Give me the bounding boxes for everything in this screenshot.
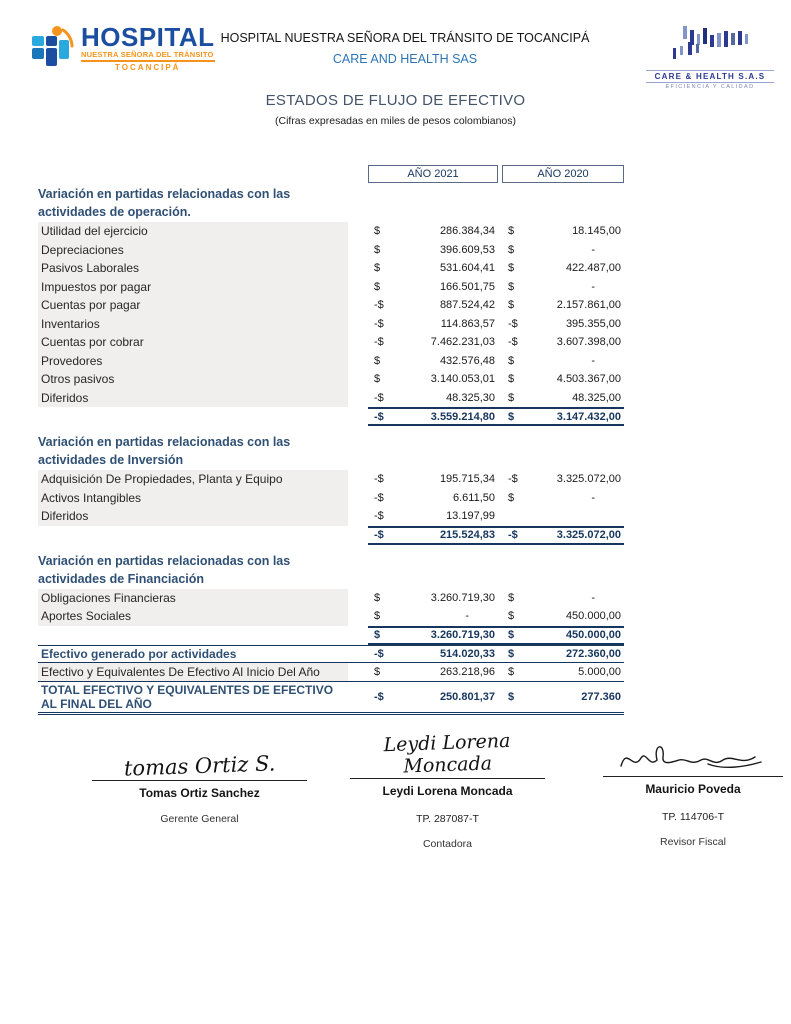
row-label: Pasivos Laborales [38,259,348,278]
currency-sign: $ [374,225,381,238]
amount-cell-2020 [502,470,624,489]
year-columns [368,165,624,183]
currency-sign: $ [508,280,515,293]
amount-value: 2.157.861,00 [556,299,621,312]
row-label: Provedores [38,352,348,371]
amount-value: 166.501,75 [439,280,495,293]
amount-columns [368,526,624,545]
currency-sign: -$ [374,473,384,486]
signature-line [603,776,783,777]
amount-value: 4.503.367,00 [556,373,621,386]
table-row [38,370,624,389]
currency-sign: $ [508,491,515,504]
section-total-row [38,526,624,545]
row-label [38,407,348,426]
header-spacer [38,165,348,183]
summary-row [38,663,624,682]
amount-value: - [591,591,595,604]
signer-name: Tomas Ortiz Sanchez [139,786,260,800]
amount-value: - [591,243,595,256]
entity-name: HOSPITAL NUESTRA SEÑORA DEL TRÁNSITO DE TOCANCIPÁ [220,31,590,45]
currency-sign: $ [508,629,515,641]
row-label: Otros pasivos [38,370,348,389]
amount-value: 887.524,42 [439,299,495,312]
table-header-row [38,165,624,183]
currency-sign: $ [374,629,381,641]
amount-cell-2020 [502,278,624,297]
amount-value: 195.715,34 [439,473,495,486]
table-row [38,296,624,315]
signature-script: Leydi Lorena Moncada [383,729,511,778]
care-health-tagline: EFICIENCIA Y CALIDAD [665,84,755,90]
amount-cell-2020 [502,352,624,371]
amount-cell-2021 [368,389,498,408]
amount-cell-2020 [502,507,624,526]
amount-columns [368,646,624,663]
signature-script: tomas Ortiz S. [123,751,276,781]
signer-role: Revisor Fiscal [660,836,726,848]
amount-cell-2020 [502,409,624,424]
amount-value: 286.384,34 [439,225,495,238]
amount-value: 3.147.432,00 [556,410,621,423]
signature-block-contadora [350,729,545,850]
amount-columns [368,222,624,241]
amount-columns [368,370,624,389]
amount-cell-2020 [502,389,624,408]
amount-cell-2021 [368,589,498,608]
amount-columns [368,241,624,260]
letterhead-title [180,31,630,66]
currency-sign: $ [508,610,515,623]
currency-sign: $ [508,690,515,703]
amount-value: 531.604,41 [439,262,495,275]
amount-cell-2021 [368,663,498,681]
amount-cell-2021 [368,409,498,424]
amount-cell-2021 [368,333,498,352]
currency-sign: $ [374,354,381,367]
table-row [38,222,624,241]
table-row [38,489,624,508]
currency-sign: $ [508,391,515,404]
row-label: Utilidad del ejercicio [38,222,348,241]
table-row [38,259,624,278]
amount-value: 48.325,30 [446,391,495,404]
currency-sign: $ [374,373,381,386]
amount-value: 514.020,33 [439,647,495,660]
signature-scribble [603,740,783,774]
hospital-logo-subtitle: NUESTRA SEÑORA DEL TRÁNSITO [81,50,215,62]
amount-cell-2021 [368,607,498,626]
amount-value: - [591,354,595,367]
currency-sign: $ [374,262,381,275]
amount-value: 395.355,00 [565,317,621,330]
amount-cell-2021 [368,278,498,297]
signer-role: Contadora [422,838,473,850]
amount-columns [368,589,624,608]
row-label: Inventarios [38,315,348,334]
amount-cell-2020 [502,241,624,260]
amount-value: 18.145,00 [572,225,621,238]
amount-value: 432.576,48 [439,354,495,367]
summary-row [38,645,624,664]
amount-value: 13.197,99 [446,510,495,523]
amount-columns [368,259,624,278]
row-label: Efectivo generado por actividades [41,646,237,661]
row-label [38,626,348,645]
amount-columns [368,626,624,645]
row-label: Activos Intangibles [38,489,348,508]
amount-cell-2020 [502,489,624,508]
amount-value: - [591,280,595,293]
amount-value: 250.801,37 [439,690,495,703]
amount-cell-2021 [368,259,498,278]
table-row [38,389,624,408]
amount-columns [368,489,624,508]
amount-cell-2020 [502,259,624,278]
amount-cell-2021 [368,370,498,389]
table-row [38,470,624,489]
amount-value: 6.611,50 [452,491,495,504]
entity-subname: CARE AND HEALTH SAS [332,52,478,66]
section-header: Variación en partidas relacionadas con las actividades de Inversión [38,435,291,467]
currency-sign: $ [508,243,515,256]
currency-sign: $ [374,591,381,604]
statement-body [38,185,624,715]
currency-sign: -$ [508,336,518,349]
amount-columns [368,682,624,712]
amount-cell-2021 [368,296,498,315]
col-header-2021: AÑO 2021 [368,165,498,183]
amount-cell-2021 [368,528,498,543]
section-total-row [38,407,624,426]
currency-sign: -$ [374,647,384,660]
currency-sign: -$ [508,529,518,541]
amount-value: 422.487,00 [565,262,621,275]
currency-sign: -$ [374,491,384,504]
row-label: Cuentas por cobrar [38,333,348,352]
currency-sign: $ [374,665,381,678]
amount-value: 272.360,00 [565,647,621,660]
amount-value: - [591,491,595,504]
amount-columns [368,278,624,297]
amount-cell-2021 [368,646,498,663]
signature-block-gerente [92,744,307,825]
row-label: Efectivo y Equivalentes De Efectivo Al Inicio Del Año [38,663,348,681]
amount-cell-2020 [502,315,624,334]
amount-cell-2021 [368,470,498,489]
amount-cell-2021 [368,507,498,526]
amount-value: 3.140.053,01 [430,373,495,386]
amount-value: 3.325.072,00 [556,473,621,486]
currency-sign: $ [508,647,515,660]
amount-value: 277.360 [581,690,621,703]
signer-tp: TP. 287087-T [416,813,479,825]
document-subtitle: (Cifras expresadas en miles de pesos colombianos) [274,115,517,127]
hospital-logo-icon [30,24,74,70]
amount-cell-2020 [502,528,624,543]
amount-cell-2020 [502,589,624,608]
amount-value: 3.559.214,80 [430,410,495,423]
table-row [38,315,624,334]
amount-columns [368,315,624,334]
amount-value: 3.607.398,00 [556,336,621,349]
signer-name: Leydi Lorena Moncada [382,784,513,798]
amount-columns [368,470,624,489]
currency-sign: $ [508,373,515,386]
amount-cell-2020 [502,646,624,663]
currency-sign: -$ [374,410,384,423]
currency-sign: -$ [508,317,518,330]
amount-value: 3.325.072,00 [556,529,621,541]
amount-columns [368,663,624,681]
currency-sign: $ [374,243,381,256]
row-label: Diferidos [38,389,348,408]
table-row [38,278,624,297]
amount-columns [368,296,624,315]
row-label: Diferidos [38,507,348,526]
currency-sign: $ [508,665,515,678]
row-label: Obligaciones Financieras [38,589,348,608]
care-health-logo [646,22,774,90]
amount-value: 450.000,00 [565,610,621,623]
amount-cell-2020 [502,628,624,643]
currency-sign: $ [508,410,515,423]
amount-cell-2021 [368,241,498,260]
currency-sign: $ [508,354,515,367]
amount-cell-2020 [502,222,624,241]
currency-sign: $ [374,280,381,293]
amount-value: 396.609,53 [439,243,495,256]
currency-sign: -$ [374,336,384,349]
amount-columns [368,607,624,626]
currency-sign: -$ [374,317,384,330]
amount-cell-2020 [502,663,624,681]
double-rule [38,712,624,715]
amount-value: 450.000,00 [565,629,621,641]
hospital-logo-city: TOCANCIPÁ [115,63,181,72]
amount-cell-2020 [502,682,624,712]
hospital-logo-wordmark: HOSPITAL [81,22,215,52]
row-label: Adquisición De Propiedades, Planta y Equipo [38,470,348,489]
currency-sign: $ [374,610,381,623]
amount-cell-2021 [368,682,498,712]
amount-value: 3.260.719,30 [430,591,495,604]
currency-sign: -$ [508,473,518,486]
amount-cell-2021 [368,222,498,241]
amount-value: 5.000,00 [578,665,621,678]
col-header-2020: AÑO 2020 [502,165,624,183]
signer-tp: TP. 114706-T [661,811,725,823]
row-label [38,526,348,545]
currency-sign: -$ [374,391,384,404]
table-row [38,352,624,371]
amount-value: 263.218,96 [439,665,495,678]
amount-columns [368,352,624,371]
signer-role: Gerente General [160,813,239,825]
currency-sign: -$ [374,690,384,703]
amount-cell-2020 [502,296,624,315]
currency-sign: $ [508,591,515,604]
amount-value: 3.260.719,30 [430,629,495,641]
amount-cell-2021 [368,489,498,508]
document-title: ESTADOS DE FLUJO DE EFECTIVO [265,92,526,109]
amount-value: 114.863,57 [440,317,495,330]
section-total-row [38,626,624,645]
section-header: Variación en partidas relacionadas con las actividades de operación. [38,187,291,219]
table-row [38,589,624,608]
table-row [38,507,624,526]
signer-name: Mauricio Poveda [645,782,741,796]
care-health-wordmark: CARE & HEALTH S.A.S [646,70,774,83]
section-header: Variación en partidas relacionadas con las actividades de Financiación [38,553,291,586]
amount-cell-2020 [502,333,624,352]
summary-row [38,682,624,712]
currency-sign: $ [508,299,515,312]
amount-cell-2021 [368,315,498,334]
amount-cell-2020 [502,607,624,626]
currency-sign: -$ [374,510,384,523]
amount-cell-2021 [368,628,498,643]
amount-value: 215.524,83 [439,529,495,541]
amount-cell-2021 [368,352,498,371]
amount-value: - [465,610,469,623]
amount-columns [368,407,624,426]
row-label: Impuestos por pagar [38,278,348,297]
amount-columns [368,389,624,408]
table-row [38,607,624,626]
amount-columns [368,333,624,352]
bar-chart-logo-icon [655,22,765,64]
row-label: Cuentas por pagar [38,296,348,315]
signature-block-revisor [603,740,783,848]
currency-sign: -$ [374,299,384,312]
currency-sign: -$ [374,529,384,541]
table-row [38,333,624,352]
signature-scribble-icon [613,740,773,774]
currency-sign: $ [508,225,515,238]
amount-value: 7.462.231,03 [430,336,495,349]
row-label: Aportes Sociales [38,607,348,626]
amount-value: 48.325,00 [572,391,621,404]
amount-columns [368,507,624,526]
cash-flow-table [38,165,624,715]
amount-cell-2020 [502,370,624,389]
row-label: Depreciaciones [38,241,348,260]
row-label: TOTAL EFECTIVO Y EQUIVALENTES DE EFECTIVO AL FINAL DEL AÑO [41,682,334,711]
table-row [38,241,624,260]
currency-sign: $ [508,262,515,275]
